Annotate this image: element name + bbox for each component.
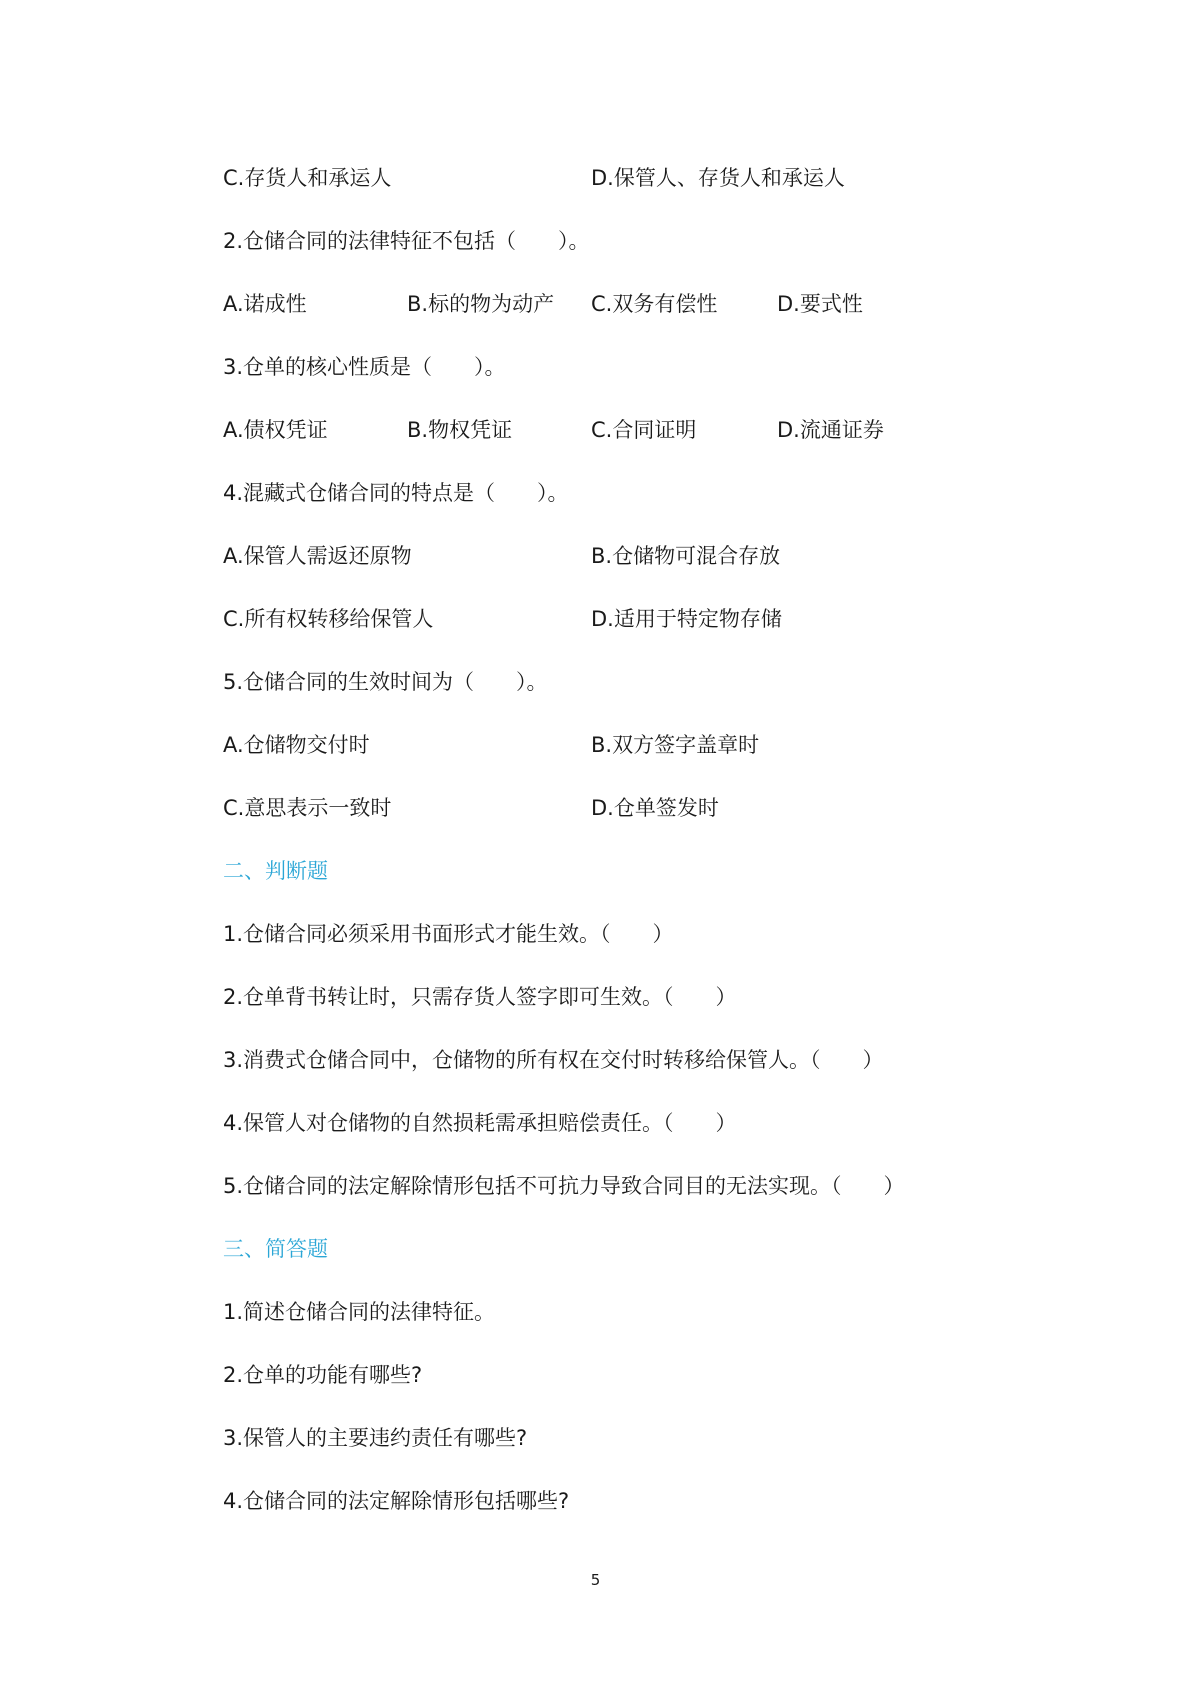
tf-item-2: 2.仓单背书转让时，只需存货人签字即可生效。（ ）	[223, 985, 737, 1009]
q4-option-a: A.保管人需返还原物	[223, 544, 412, 568]
q5-option-c: C.意思表示一致时	[223, 796, 392, 820]
q2-option-c: C.双务有偿性	[591, 292, 718, 316]
section-heading-true-false: 二、判断题	[223, 859, 328, 883]
tf-item-3: 3.消费式仓储合同中，仓储物的所有权在交付时转移给保管人。（ ）	[223, 1048, 884, 1072]
q4-option-d: D.适用于特定物存储	[591, 607, 782, 631]
q3-option-a: A.债权凭证	[223, 418, 328, 442]
q2-option-b: B.标的物为动产	[407, 292, 555, 316]
q1-option-c: C.存货人和承运人	[223, 166, 392, 190]
section-heading-short-answer: 三、简答题	[223, 1237, 328, 1261]
q5-option-a: A.仓储物交付时	[223, 733, 370, 757]
tf-item-1: 1.仓储合同必须采用书面形式才能生效。（ ）	[223, 922, 674, 946]
q3-option-c: C.合同证明	[591, 418, 697, 442]
page-number: 5	[590, 1571, 601, 1589]
sa-item-1: 1.简述仓储合同的法律特征。	[223, 1300, 496, 1324]
q3-option-d: D.流通证券	[777, 418, 884, 442]
tf-item-5: 5.仓储合同的法定解除情形包括不可抗力导致合同目的无法实现。（ ）	[223, 1174, 905, 1198]
sa-item-3: 3.保管人的主要违约责任有哪些?	[223, 1426, 528, 1450]
q5-option-d: D.仓单签发时	[591, 796, 719, 820]
q5-option-b: B.双方签字盖章时	[591, 733, 760, 757]
q2-stem: 2.仓储合同的法律特征不包括（ ）。	[223, 229, 590, 253]
q4-stem: 4.混藏式仓储合同的特点是（ ）。	[223, 481, 569, 505]
q3-stem: 3.仓单的核心性质是（ ）。	[223, 355, 506, 379]
sa-item-4: 4.仓储合同的法定解除情形包括哪些?	[223, 1489, 570, 1513]
q5-stem: 5.仓储合同的生效时间为（ ）。	[223, 670, 548, 694]
q4-option-b: B.仓储物可混合存放	[591, 544, 781, 568]
tf-item-4: 4.保管人对仓储物的自然损耗需承担赔偿责任。（ ）	[223, 1111, 737, 1135]
q2-option-d: D.要式性	[777, 292, 863, 316]
sa-item-2: 2.仓单的功能有哪些?	[223, 1363, 423, 1387]
q3-option-b: B.物权凭证	[407, 418, 513, 442]
q1-option-d: D.保管人、存货人和承运人	[591, 166, 845, 190]
q2-option-a: A.诺成性	[223, 292, 307, 316]
q4-option-c: C.所有权转移给保管人	[223, 607, 434, 631]
